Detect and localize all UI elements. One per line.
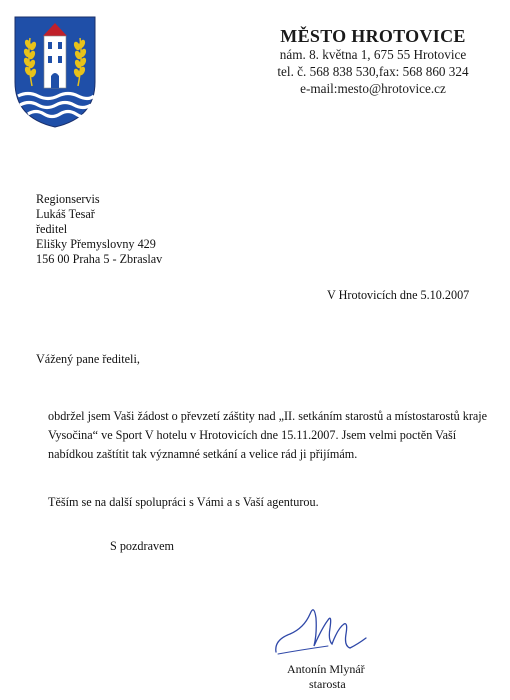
recipient-city: 156 00 Praha 5 - Zbraslav <box>36 252 163 266</box>
recipient-street: Elišky Přemyslovny 429 <box>36 237 156 251</box>
recipient-name: Lukáš Tesař <box>36 207 95 221</box>
letterhead-email: e-mail:mesto@hrotovice.cz <box>300 81 446 96</box>
paragraph-1-line-2: Vysočina“ ve Sport V hotelu v Hrotovicích dne 15.11.2007. Jsem velmi poctěn Vaší <box>48 428 457 442</box>
recipient-company: Regionservis <box>36 192 100 206</box>
letterhead-phone-fax: tel. č. 568 838 530,fax: 568 860 324 <box>277 64 469 79</box>
paragraph-1-line-1: obdržel jsem Vaši žádost o převzetí záštity nad „II. setkáním starostů a místostarostů kraje <box>48 409 488 423</box>
salutation: Vážený pane řediteli, <box>36 352 140 366</box>
tower-icon <box>43 23 67 88</box>
paragraph-2: Těším se na další spolupráci s Vámi a s Vaší agenturou. <box>48 495 319 509</box>
handwritten-signature <box>270 594 380 660</box>
paragraph-1-line-3: nabídkou zaštítit tak významné setkání a velice rád ji přijímám. <box>48 447 358 461</box>
signer-name: Antonín Mlynář <box>287 662 365 676</box>
letterhead-address: nám. 8. května 1, 675 55 Hrotovice <box>279 47 467 62</box>
closing-greeting: S pozdravem <box>110 539 174 553</box>
recipient-position: ředitel <box>36 222 68 236</box>
coat-of-arms-logo <box>14 16 96 128</box>
date-line: V Hrotovicích dne 5.10.2007 <box>327 288 470 302</box>
letterhead-title: MĚSTO HROTOVICE <box>280 26 466 46</box>
signer-title: starosta <box>309 677 346 691</box>
